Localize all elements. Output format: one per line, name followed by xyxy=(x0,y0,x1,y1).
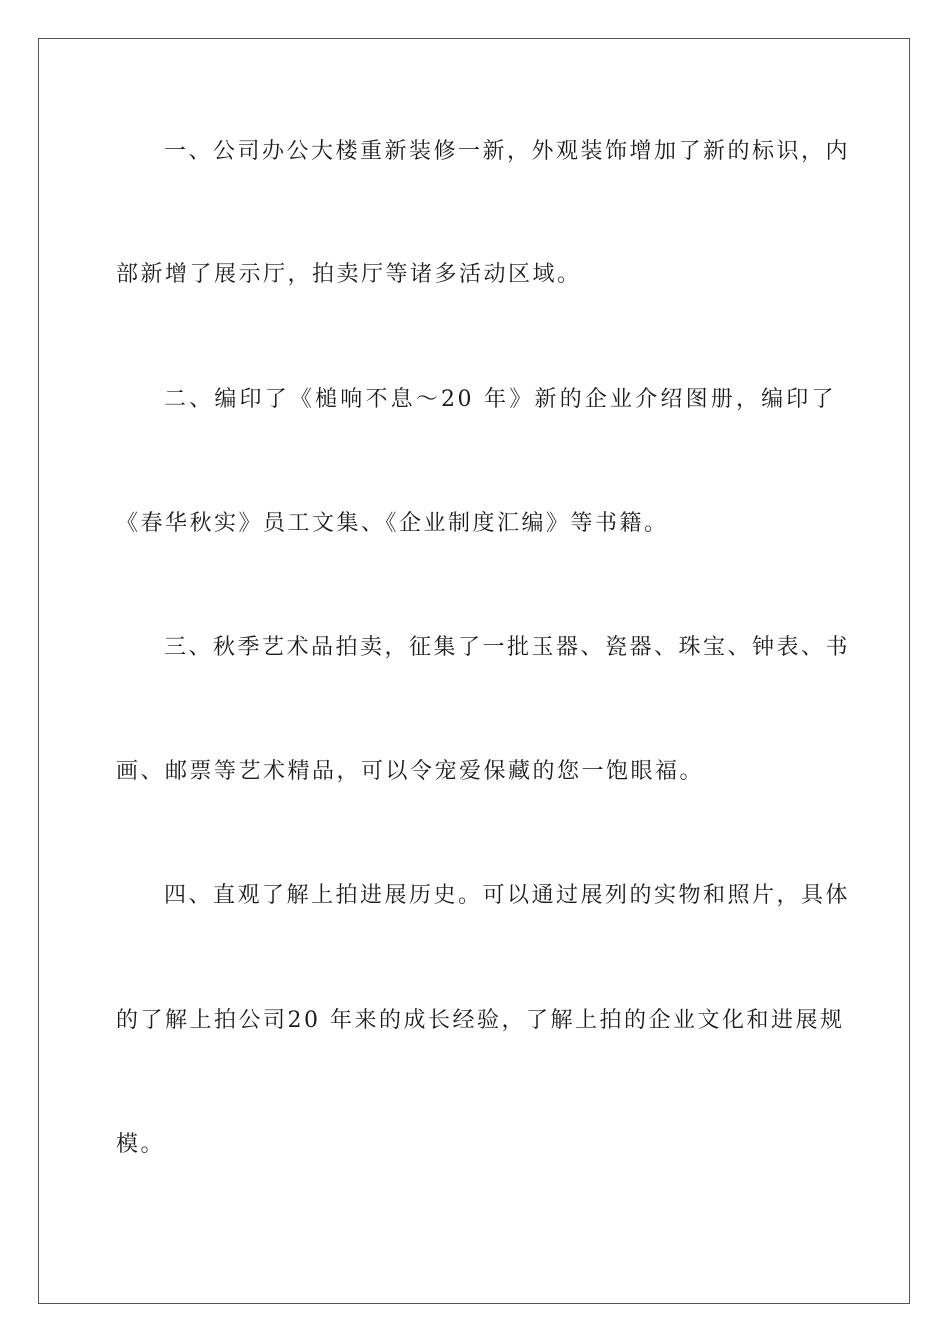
paragraph-4-line-1: 四、直观了解上拍进展历史。可以通过展列的实物和照片，具体 xyxy=(164,883,851,908)
paragraph-3-line-1: 三、秋季艺术品拍卖，征集了一批玉器、瓷器、珠宝、钟表、书 xyxy=(164,635,851,660)
paragraph-4-line-3: 模。 xyxy=(116,1132,166,1157)
paragraph-1-line-2: 部新增了展示厅，拍卖厅等诸多活动区域。 xyxy=(116,262,582,287)
paragraph-1-line-1: 一、公司办公大楼重新装修一新，外观装饰增加了新的标识，内 xyxy=(164,139,851,164)
paragraph-4-line-2: 的了解上拍公司20 年来的成长经验，了解上拍的企业文化和进展规 xyxy=(116,1008,845,1033)
page-border xyxy=(38,38,910,1304)
paragraph-2-line-1: 二、编印了《槌响不息～20 年》新的企业介绍图册，编印了 xyxy=(164,387,836,412)
paragraph-2-line-2: 《春华秋实》员工文集、《企业制度汇编》等书籍。 xyxy=(116,511,669,536)
paragraph-3-line-2: 画、邮票等艺术精品，可以令宠爱保藏的您一饱眼福。 xyxy=(116,759,705,784)
